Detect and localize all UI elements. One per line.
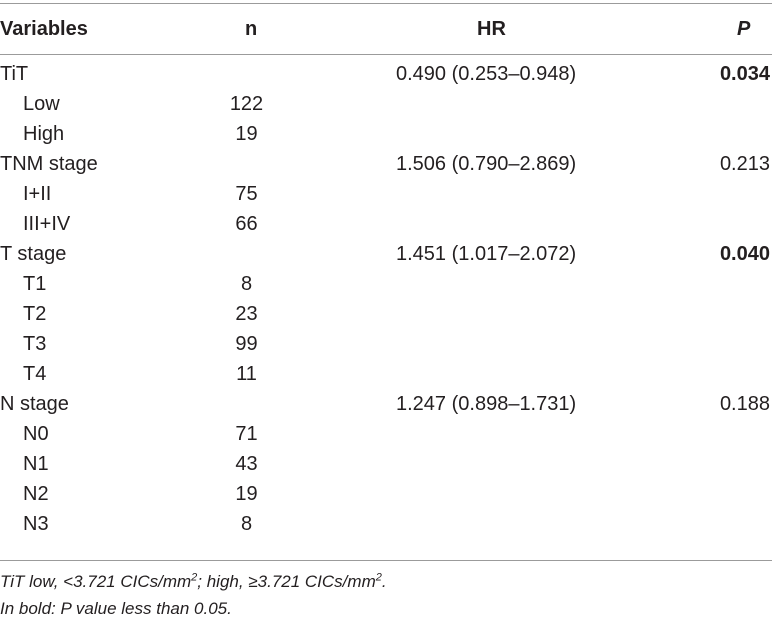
header-n: n — [245, 18, 258, 40]
cell-n: 66 — [235, 213, 258, 235]
table-row — [0, 179, 772, 209]
header-variables: Variables — [0, 18, 88, 40]
table-row — [0, 239, 772, 269]
footnote-text: . — [381, 572, 387, 591]
cell-hr: 0.490 (0.253–0.948) — [396, 63, 577, 85]
footnote-text: TiT low, <3.721 CICs/mm — [0, 572, 192, 591]
footnote-superscript: 2 — [191, 571, 198, 584]
table-row — [0, 269, 772, 299]
cell-variable: N1 — [23, 453, 49, 475]
cell-p: 0.040 — [719, 243, 770, 265]
table-body — [0, 59, 772, 539]
cell-n: 71 — [235, 423, 258, 445]
cell-variable: T3 — [23, 333, 47, 355]
cell-variable: N3 — [23, 513, 49, 535]
table-row — [0, 329, 772, 359]
table-row — [0, 509, 772, 539]
table-bottom-rule — [0, 560, 772, 561]
table-row — [0, 119, 772, 149]
footnote-line-2: In bold: P value less than 0.05. — [0, 599, 232, 618]
cell-variable: N0 — [23, 423, 49, 445]
cell-variable: T stage — [0, 243, 67, 265]
table-row — [0, 149, 772, 179]
cell-variable: N2 — [23, 483, 49, 505]
cell-variable: N stage — [0, 393, 69, 415]
cell-variable: III+IV — [23, 213, 71, 235]
table-row — [0, 59, 772, 89]
cell-hr: 1.451 (1.017–2.072) — [396, 243, 577, 265]
table-header-rule — [0, 54, 772, 55]
footnote-superscript: 2 — [375, 571, 382, 584]
header-hr: HR — [477, 18, 506, 40]
cell-n: 99 — [235, 333, 258, 355]
cell-p: 0.034 — [719, 63, 770, 85]
cell-variable: T4 — [23, 363, 47, 385]
header-p: P — [737, 18, 751, 40]
cell-variable: I+II — [23, 183, 52, 205]
cell-n: 19 — [235, 483, 258, 505]
cell-variable: TNM stage — [0, 153, 98, 175]
cell-n: 11 — [236, 363, 257, 385]
cell-variable: T1 — [23, 273, 47, 295]
cell-n: 19 — [235, 123, 258, 145]
table-footnote — [0, 568, 387, 622]
table-top-rule — [0, 3, 772, 4]
cell-n: 122 — [229, 93, 264, 115]
cell-hr: 1.506 (0.790–2.869) — [396, 153, 577, 175]
cell-variable: Low — [23, 93, 60, 115]
cell-variable: TiT — [0, 63, 29, 85]
cell-p: 0.188 — [719, 393, 770, 415]
table-row — [0, 389, 772, 419]
cell-n: 8 — [240, 513, 253, 535]
cell-variable: High — [23, 123, 65, 145]
cell-hr: 1.247 (0.898–1.731) — [396, 393, 577, 415]
cell-n: 75 — [235, 183, 258, 205]
footnote-line-1 — [0, 568, 387, 595]
cell-n: 43 — [235, 453, 258, 475]
cell-variable: T2 — [23, 303, 47, 325]
cell-p: 0.213 — [719, 153, 770, 175]
table-row — [0, 299, 772, 329]
table-row — [0, 209, 772, 239]
table-row — [0, 359, 772, 389]
footnote-text: ; high, ≥3.721 CICs/mm — [197, 572, 376, 591]
table-row — [0, 479, 772, 509]
table-row — [0, 449, 772, 479]
table-row — [0, 419, 772, 449]
table-row — [0, 89, 772, 119]
cell-n: 23 — [235, 303, 258, 325]
cell-n: 8 — [240, 273, 253, 295]
